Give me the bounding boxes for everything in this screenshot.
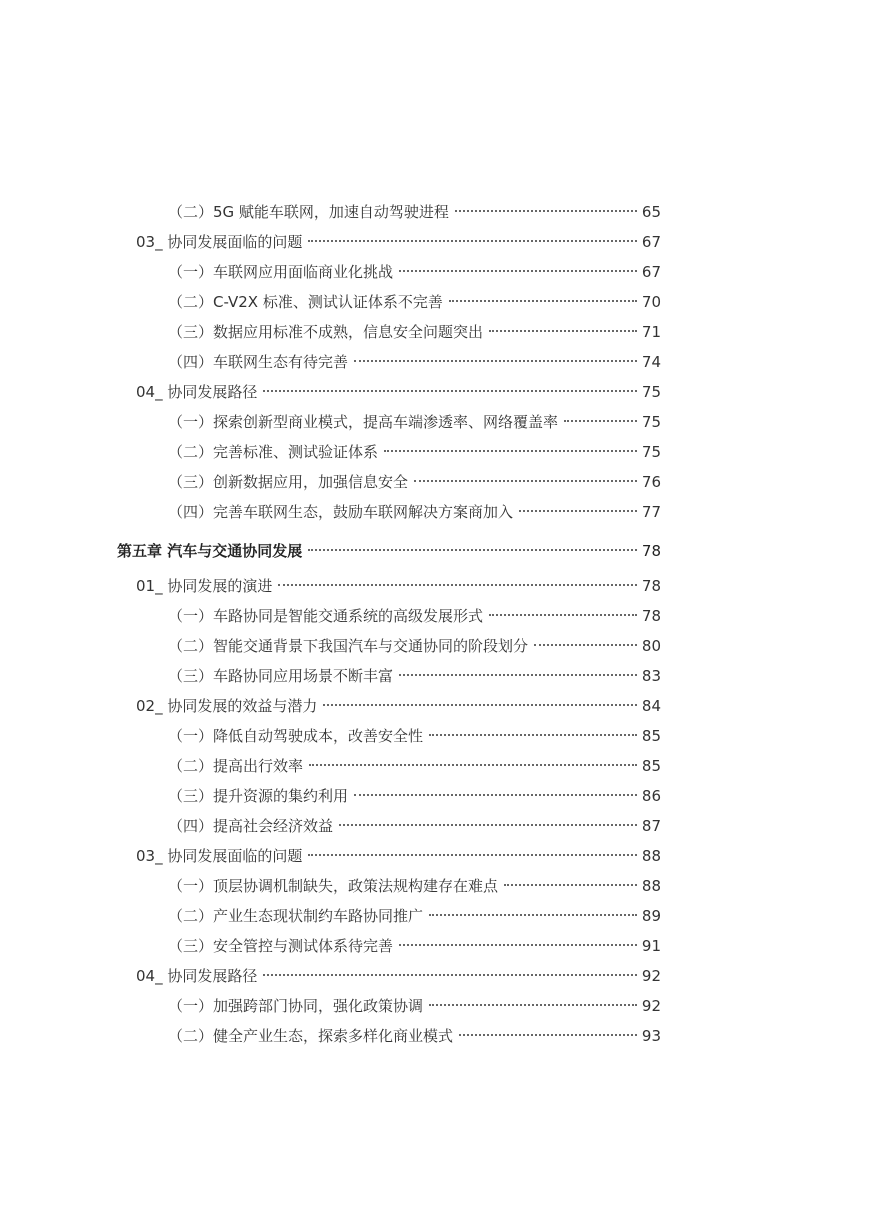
toc-entry-title: （三）车路协同应用场景不断丰富 (168, 667, 394, 685)
toc-entry-title: （三）安全管控与测试体系待完善 (168, 937, 394, 955)
toc-entry (168, 440, 661, 464)
toc-leader-dots (308, 854, 637, 856)
toc-leader-dots (399, 674, 637, 676)
toc-leader-dots (263, 390, 637, 392)
toc-entry (136, 694, 661, 718)
toc-entry-page: 93 (641, 1027, 661, 1045)
toc-entry-page: 75 (641, 443, 661, 461)
toc-leader-dots (519, 510, 637, 512)
toc-leader-dots (323, 704, 637, 706)
toc-entry (168, 874, 661, 898)
toc-entry-title: （四）车联网生态有待完善 (168, 353, 349, 371)
toc-entry-title: （二）C-V2X 标准、测试认证体系不完善 (168, 293, 443, 311)
toc-entry-page: 75 (641, 413, 661, 431)
toc-entry-page: 92 (641, 997, 661, 1015)
toc-entry-page: 88 (641, 877, 661, 895)
toc-entry-page: 78 (641, 542, 661, 560)
toc-entry (168, 904, 661, 928)
toc-entry-page: 85 (641, 757, 661, 775)
toc-entry-title: （二）健全产业生态，探索多样化商业模式 (168, 1027, 454, 1045)
toc-entry-page: 67 (641, 263, 661, 281)
toc-entry (136, 844, 661, 868)
toc-leader-dots (534, 644, 637, 646)
toc-entry-page: 67 (641, 233, 661, 251)
toc-entry-title: （二）产业生态现状制约车路协同推广 (168, 907, 424, 925)
toc-entry (168, 350, 661, 374)
toc-entry-page: 88 (641, 847, 661, 865)
toc-leader-dots (489, 614, 637, 616)
toc-entry-page: 83 (641, 667, 661, 685)
toc-entry (168, 290, 661, 314)
toc-entry-title: （一）顶层协调机制缺失，政策法规构建存在难点 (168, 877, 499, 895)
toc-entry-page: 86 (641, 787, 661, 805)
toc-entry-title: （二）5G 赋能车联网，加速自动驾驶进程 (168, 203, 449, 221)
toc-entry (168, 664, 661, 688)
toc-entry-title: （一）车路协同是智能交通系统的高级发展形式 (168, 607, 484, 625)
toc-chapter-entry (117, 539, 661, 563)
toc-entry (136, 380, 661, 404)
toc-leader-dots (489, 330, 637, 332)
toc-entry-title: （四）完善车联网生态，鼓励车联网解决方案商加入 (168, 503, 514, 521)
toc-entry-page: 70 (641, 293, 661, 311)
toc-entry-page: 76 (641, 473, 661, 491)
toc-leader-dots (354, 794, 637, 796)
toc-entry-page: 85 (641, 727, 661, 745)
toc-entry-title: 03_ 协同发展面临的问题 (136, 233, 303, 251)
toc-entry-page: 78 (641, 577, 661, 595)
toc-leader-dots (278, 584, 637, 586)
toc-entry-page: 92 (641, 967, 661, 985)
toc-entry (136, 964, 661, 988)
toc-entry-title: （二）完善标准、测试验证体系 (168, 443, 379, 461)
toc-entry-title: 01_ 协同发展的演进 (136, 577, 273, 595)
toc-entry (168, 470, 661, 494)
toc-leader-dots (354, 360, 637, 362)
toc-entry (168, 410, 661, 434)
toc-entry (136, 574, 661, 598)
toc-entry (168, 634, 661, 658)
toc-entry-page: 84 (641, 697, 661, 715)
toc-entry (168, 320, 661, 344)
toc-leader-dots (308, 549, 637, 551)
toc-leader-dots (459, 1034, 637, 1036)
toc-entry (168, 754, 661, 778)
toc-entry (168, 200, 661, 224)
toc-leader-dots (309, 764, 637, 766)
toc-leader-dots (429, 1004, 637, 1006)
toc-entry (168, 604, 661, 628)
toc-entry-page: 89 (641, 907, 661, 925)
toc-leader-dots (564, 420, 637, 422)
toc-entry (168, 784, 661, 808)
toc-entry-title: 04_ 协同发展路径 (136, 383, 258, 401)
toc-entry (168, 260, 661, 284)
toc-entry-title: 04_ 协同发展路径 (136, 967, 258, 985)
toc-entry-title: （二）智能交通背景下我国汽车与交通协同的阶段划分 (168, 637, 529, 655)
toc-leader-dots (449, 300, 637, 302)
toc-leader-dots (339, 824, 637, 826)
toc-entry-page: 65 (641, 203, 661, 221)
toc-entry-title: （三）提升资源的集约利用 (168, 787, 349, 805)
toc-entry-title: （一）探索创新型商业模式，提高车端渗透率、网络覆盖率 (168, 413, 559, 431)
toc-entry (168, 994, 661, 1018)
toc-entry (168, 934, 661, 958)
toc-leader-dots (504, 884, 637, 886)
toc-leader-dots (414, 480, 637, 482)
toc-leader-dots (308, 240, 637, 242)
toc-entry-title: 03_ 协同发展面临的问题 (136, 847, 303, 865)
toc-entry-title: （四）提高社会经济效益 (168, 817, 334, 835)
toc-leader-dots (384, 450, 637, 452)
toc-entry (168, 500, 661, 524)
toc-entry-page: 75 (641, 383, 661, 401)
toc-entry-title: （一）加强跨部门协同，强化政策协调 (168, 997, 424, 1015)
toc-entry (136, 230, 661, 254)
toc-entry-title: （三）创新数据应用，加强信息安全 (168, 473, 409, 491)
toc-leader-dots (429, 734, 637, 736)
toc-chapter-title: 第五章 汽车与交通协同发展 (117, 542, 303, 560)
toc-entry-page: 91 (641, 937, 661, 955)
toc-leader-dots (399, 270, 637, 272)
toc-entry-page: 87 (641, 817, 661, 835)
toc-entry (168, 1024, 661, 1048)
toc-entry-title: （三）数据应用标准不成熟，信息安全问题突出 (168, 323, 484, 341)
toc-entry-page: 77 (641, 503, 661, 521)
toc-entry-title: （一）车联网应用面临商业化挑战 (168, 263, 394, 281)
toc-entry (168, 814, 661, 838)
toc-entry (168, 724, 661, 748)
toc-leader-dots (455, 210, 637, 212)
toc-leader-dots (429, 914, 637, 916)
toc-entry-page: 78 (641, 607, 661, 625)
toc-entry-page: 71 (641, 323, 661, 341)
toc-entry-page: 80 (641, 637, 661, 655)
toc-leader-dots (263, 974, 637, 976)
toc-leader-dots (399, 944, 637, 946)
toc-entry-title: （一）降低自动驾驶成本，改善安全性 (168, 727, 424, 745)
toc-entry-page: 74 (641, 353, 661, 371)
toc-entry-title: （二）提高出行效率 (168, 757, 304, 775)
toc-entry-title: 02_ 协同发展的效益与潜力 (136, 697, 318, 715)
